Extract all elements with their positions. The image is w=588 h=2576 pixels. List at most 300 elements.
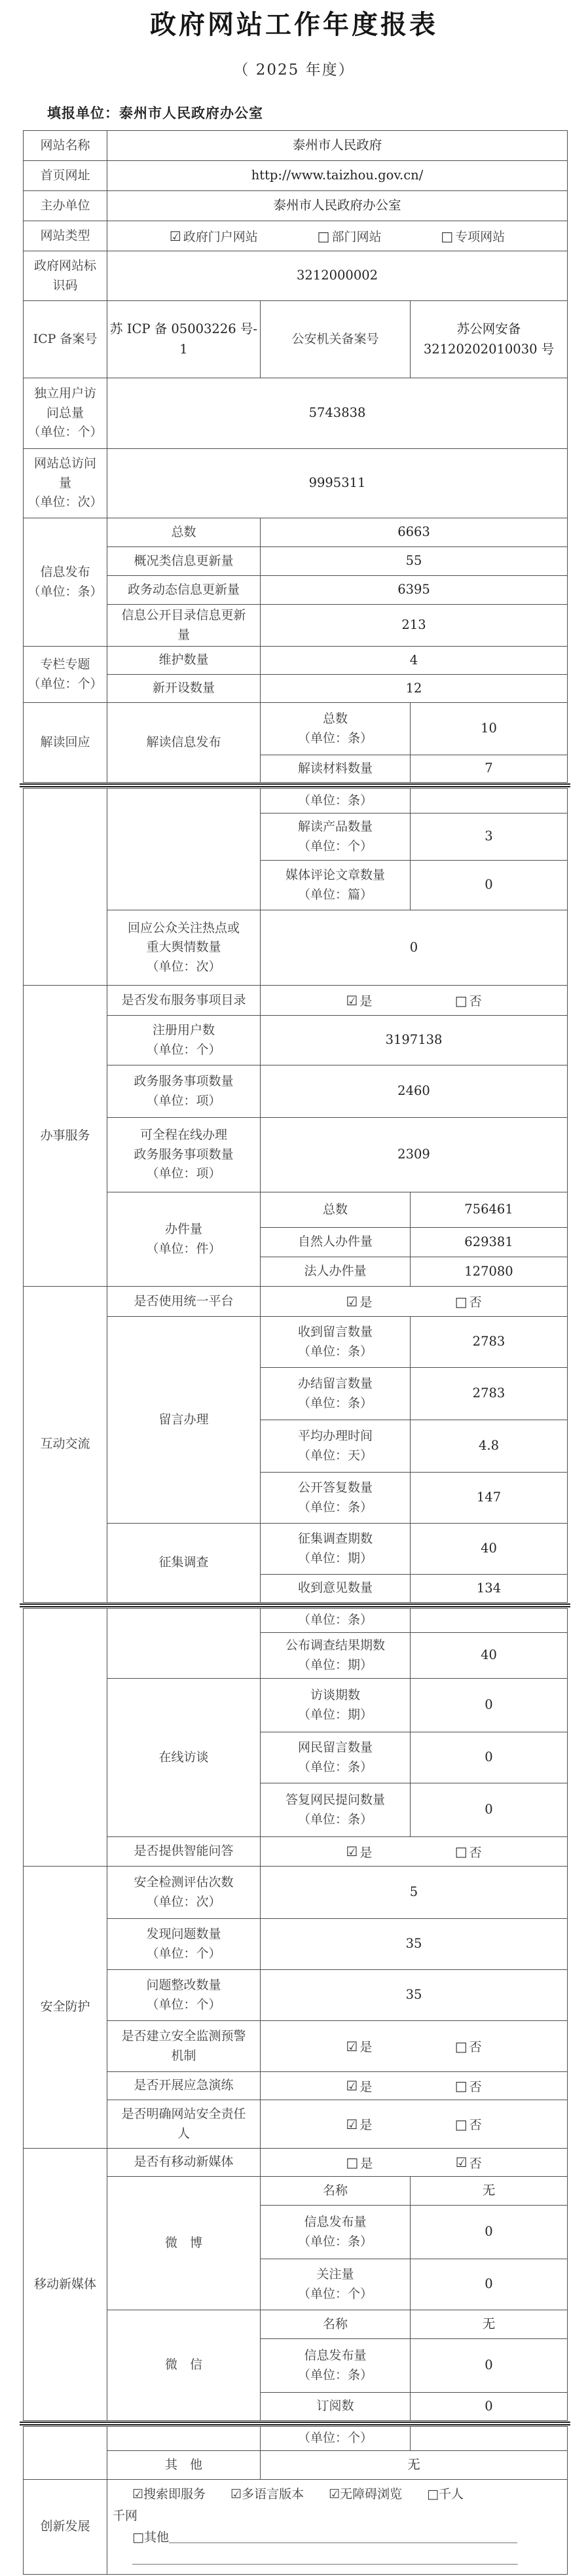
cell-value-line: 127080 <box>464 1263 513 1279</box>
service-catalog-options <box>261 986 568 1016</box>
cell-label-line: （单位：篇） <box>297 887 373 902</box>
cell-value-line: 147 <box>476 1490 502 1505</box>
option-item <box>455 992 482 1009</box>
cell-label-line: （单位：条） <box>297 793 373 808</box>
problems-fixed-value <box>261 1970 568 2021</box>
cell-label-line: 办结留言数量 <box>297 1376 373 1391</box>
wechat-posts-label <box>261 2339 411 2393</box>
cell-label-line: （单位：个） <box>28 676 103 691</box>
options-group <box>263 2154 564 2172</box>
checkbox-unchecked-icon: □ <box>346 2155 359 2170</box>
disclosure-dir-update-label <box>107 605 261 647</box>
page-break-line <box>20 783 570 787</box>
cell-label-line: （单位：条） <box>297 1613 373 1628</box>
cell-value-line: 2783 <box>472 1334 505 1350</box>
interpret-response-section-label <box>24 703 107 783</box>
cell-label-line: 是否建立安全监测预警 <box>121 2029 246 2044</box>
interpret-publish-cont <box>107 789 261 910</box>
hot-response-value <box>261 910 568 986</box>
info-total-value <box>261 518 568 547</box>
cell-label-line: 信息发布量 <box>304 2348 367 2363</box>
natural-person-cases-label <box>261 1228 411 1257</box>
cell-value-line: 无 <box>482 2316 496 2332</box>
hot-response-label <box>107 910 261 986</box>
registered-users-label <box>107 1016 261 1065</box>
cell-value-line: 0 <box>485 2357 493 2373</box>
netizen-messages-label <box>261 1732 411 1783</box>
option-item <box>455 2077 482 2095</box>
cell-label-line: 征集调查 <box>158 1555 209 1570</box>
cell-label-line: 量 <box>58 475 71 490</box>
options-group <box>263 2077 564 2095</box>
site-name-value <box>107 131 568 161</box>
police-filing-label <box>261 301 411 378</box>
security-officer-options <box>261 2100 568 2149</box>
service-items-label <box>107 1065 261 1118</box>
cell-label-line: 公开答复数量 <box>297 1480 373 1495</box>
wechat-name-value <box>411 2310 568 2339</box>
service-items-value <box>261 1065 568 1118</box>
public-replies-value <box>411 1473 568 1524</box>
cell-label-line: 新开设数量 <box>152 681 215 696</box>
wechat-cont <box>107 2427 261 2451</box>
cell-value-line: 3197138 <box>385 1032 443 1048</box>
wechat-subscribers-value <box>411 2393 568 2421</box>
cell-label-line: （单位：个） <box>146 1042 221 1057</box>
cell-value-line: 0 <box>485 1697 493 1713</box>
cell-value-line: 10 <box>481 721 497 736</box>
table-row <box>24 161 568 191</box>
blank-value <box>411 2427 568 2451</box>
cell-value-line: 无 <box>407 2457 420 2473</box>
cell-label-line: 量 <box>177 627 190 642</box>
option-label: 否 <box>469 1295 482 1310</box>
cell-label-line: 网站总访问 <box>33 456 96 471</box>
option-item <box>441 227 505 245</box>
cell-label-line: （单位：条） <box>297 730 373 745</box>
cell-label-line: 平均办理时间 <box>297 1429 373 1444</box>
weibo-name-label <box>261 2177 411 2206</box>
cell-value-line: 40 <box>481 1541 497 1556</box>
interpret-total-label <box>261 703 411 755</box>
cell-label-line: 收到意见数量 <box>297 1581 373 1596</box>
cell-label-line: 是否使用统一平台 <box>134 1293 234 1308</box>
cell-label-line: 安全防护 <box>40 1999 90 2014</box>
table-row <box>24 1867 568 1919</box>
table-row <box>24 2427 568 2451</box>
gov-news-update-value <box>261 576 568 605</box>
cell-label-line: 政务服务事项数量 <box>134 1147 234 1162</box>
legal-person-cases-value <box>411 1257 568 1287</box>
survey-section-label <box>107 1524 261 1603</box>
icp-value <box>107 301 261 378</box>
cell-label-line: 征集调查期数 <box>297 1531 373 1547</box>
cell-label-line: 关注量 <box>316 2267 354 2282</box>
report-table-page-1 <box>23 130 568 783</box>
filing-unit: 填报单位：泰州市人民政府办公室 <box>47 105 263 121</box>
weibo-label <box>107 2177 261 2310</box>
cell-label-line: 收到留言数量 <box>297 1325 373 1340</box>
new-opened-count-value <box>261 675 568 703</box>
cell-label-line: （单位：个） <box>28 425 103 440</box>
case-volume-label <box>107 1192 261 1287</box>
cell-label-line: 是否明确网站安全责任 <box>121 2107 246 2122</box>
cell-label-line: 是否开展应急演练 <box>134 2078 234 2093</box>
cell-label-line: 总数 <box>322 711 348 726</box>
netizen-messages-value <box>411 1732 568 1783</box>
case-total-label <box>261 1192 411 1228</box>
police-filing-value <box>411 301 568 378</box>
cell-label-line: （单位：期） <box>297 1657 373 1672</box>
cell-label-line: 访谈期数 <box>310 1688 360 1703</box>
smart-qa-options <box>261 1837 568 1867</box>
cell-value-line: 5743838 <box>308 405 366 421</box>
options-group <box>263 2037 564 2055</box>
cell-label-line: 在线访谈 <box>158 1749 209 1764</box>
cell-label-line: 信息公开目录信息更新 <box>121 608 246 623</box>
option-label: 是 <box>359 2040 373 2054</box>
table-row <box>24 378 568 449</box>
cell-label-line: 微 博 <box>164 2235 202 2250</box>
cell-value-line: 泰州市人民政府办公室 <box>273 198 401 213</box>
interaction-section-cont <box>24 1609 107 1867</box>
report-table-page-4 <box>23 2426 568 2575</box>
cell-label-line: 互动交流 <box>40 1437 90 1452</box>
other-media-value <box>261 2451 568 2480</box>
cell-value-line: 756461 <box>464 1202 513 1217</box>
cell-value-line: 6663 <box>397 524 430 540</box>
netizen-replies-value <box>411 1783 568 1837</box>
options-group <box>263 1293 564 1310</box>
opinions-received-label <box>261 1575 411 1603</box>
cell-label-line: 是否发布服务事项目录 <box>121 992 246 1007</box>
options-group <box>263 2115 564 2133</box>
cell-value-line: 2460 <box>397 1083 430 1099</box>
option-item <box>455 1843 482 1861</box>
interpret-total-value <box>411 703 568 755</box>
table-row <box>24 301 568 378</box>
unified-platform-label <box>107 1287 261 1317</box>
problems-found-value <box>261 1919 568 1970</box>
innovation-section-label <box>24 2480 107 2575</box>
cell-label-line: 注册用户数 <box>152 1023 215 1038</box>
table-row <box>24 986 568 1016</box>
cell-label-line: （单位：条） <box>28 584 103 599</box>
cell-value-line: 629381 <box>464 1234 513 1249</box>
unique-visitors-label <box>24 378 107 449</box>
option-item <box>456 2154 482 2172</box>
cell-label-line: （单位：条） <box>297 1759 373 1774</box>
mobile-media-section-cont <box>24 2427 107 2480</box>
option-item <box>170 227 258 245</box>
online-service-items-label <box>107 1118 261 1192</box>
opinions-received-value <box>411 1575 568 1603</box>
blank-value <box>411 1609 568 1633</box>
page-break-line <box>20 1603 570 1607</box>
site-id-label <box>24 251 107 301</box>
site-type-options <box>107 221 568 251</box>
security-assessments-label <box>107 1867 261 1919</box>
cell-label-line: 识码 <box>52 277 78 293</box>
cell-value-line: 0 <box>485 1749 493 1765</box>
cell-label-line: 解读回应 <box>40 734 90 749</box>
cell-label-line: 网民留言数量 <box>297 1740 373 1755</box>
cell-label-line: 政务动态信息更新量 <box>127 582 240 597</box>
smart-qa-label <box>107 1837 261 1867</box>
cell-value-line: 35 <box>405 1936 422 1952</box>
cell-label-line: 发现问题数量 <box>146 1927 221 1942</box>
messages-received-value <box>411 1317 568 1368</box>
interpret-product-label <box>261 814 411 861</box>
security-section-label <box>24 1867 107 2149</box>
cell-label-line: 办事服务 <box>40 1128 90 1143</box>
cell-label-line: 公安机关备案号 <box>291 331 379 346</box>
overview-update-value <box>261 547 568 576</box>
cell-label-line: 政务服务事项数量 <box>134 1074 234 1089</box>
site-name-label <box>24 131 107 161</box>
problems-fixed-label <box>107 1970 261 2021</box>
wechat-name-label <box>261 2310 411 2339</box>
site-id-value <box>107 251 568 301</box>
checkbox-unchecked-icon: □ <box>454 2116 468 2132</box>
checkbox-unchecked-icon: □ <box>454 2038 468 2054</box>
media-comment-value <box>411 861 568 910</box>
survey-periods-value <box>411 1524 568 1575</box>
interpret-product-value <box>411 814 568 861</box>
gov-news-update-label <box>107 576 261 605</box>
cell-label-line: （单位：天） <box>297 1448 373 1463</box>
cell-label-line: 名称 <box>322 2183 348 2198</box>
cell-label-line: （单位：期） <box>297 1707 373 1722</box>
table-row <box>24 1287 568 1317</box>
option-label: 是 <box>359 994 373 1009</box>
cell-label-line: （单位：条） <box>297 2234 373 2249</box>
checkbox-checked-icon: ☑ <box>346 2078 358 2094</box>
opinions-received-unit-label <box>261 1609 411 1633</box>
cell-value-line: 5 <box>409 1884 418 1900</box>
homepage-url-label <box>24 161 107 191</box>
report-tables <box>20 130 570 2575</box>
option-item <box>346 1843 372 1861</box>
table-row <box>24 2480 568 2575</box>
option-item <box>346 2077 372 2095</box>
checkbox-checked-icon: ☑ <box>169 228 181 244</box>
cell-label-line: （单位：件） <box>146 1241 221 1256</box>
total-visits-value <box>107 449 568 518</box>
cell-value-line: 0 <box>485 2398 493 2414</box>
options-group <box>263 1843 564 1861</box>
report-year: （ 2025 年度） <box>233 62 355 79</box>
cell-label-line: 人 <box>177 2126 190 2141</box>
cell-value-line: 7 <box>485 760 493 776</box>
wechat-subscribers-label <box>261 2393 411 2421</box>
cell-label-line: 信息发布 <box>40 565 90 580</box>
option-item <box>346 992 372 1009</box>
cell-value-line: 2309 <box>397 1147 430 1162</box>
checkbox-checked-icon: ☑ <box>346 1293 358 1310</box>
interview-periods-label <box>261 1679 411 1732</box>
site-type-label <box>24 221 107 251</box>
options-group <box>110 227 564 245</box>
table-row <box>24 221 568 251</box>
block-line: □其他＿＿＿＿＿＿＿＿＿＿＿＿＿＿＿＿＿＿＿＿＿＿＿＿＿＿＿＿ <box>132 2530 517 2545</box>
cell-label-line: 总数 <box>322 1202 348 1217</box>
page-title: 政府网站工作年度报表 <box>150 9 438 40</box>
checkbox-unchecked-icon: □ <box>454 1293 468 1310</box>
cell-label-line: 独立用户访 <box>33 386 96 401</box>
cell-label-line: 回应公众关注热点或 <box>127 920 240 935</box>
interpret-material-unit-label <box>261 789 411 814</box>
survey-section-cont <box>107 1609 261 1679</box>
messages-resolved-value <box>411 1368 568 1420</box>
option-item <box>455 2037 482 2055</box>
cell-label-line: 问题整改数量 <box>146 1978 221 1993</box>
cell-label-line: 媒体评论文章数量 <box>285 868 385 883</box>
cell-label-line: 微 信 <box>164 2357 202 2372</box>
cell-label-line: （单位：条） <box>297 1812 373 1827</box>
table-row <box>24 1609 568 1633</box>
cell-label-line: 其 他 <box>164 2457 202 2472</box>
table-row <box>24 647 568 675</box>
checkbox-unchecked-icon: □ <box>454 992 468 1009</box>
option-item <box>318 227 382 245</box>
weibo-followers-label <box>261 2259 411 2310</box>
cell-label-line: （单位：个） <box>297 2431 373 2446</box>
cell-label-line: 网站类型 <box>40 228 90 243</box>
online-service-items-value <box>261 1118 568 1192</box>
cell-label-line: （单位：个） <box>146 1997 221 2012</box>
option-item <box>346 2115 372 2133</box>
cell-value-line: 0 <box>409 939 418 955</box>
cell-label-line: 答复网民提问数量 <box>285 1793 385 1808</box>
cell-label-line: （单位：项） <box>146 1093 221 1108</box>
cell-value-line: 无 <box>482 2183 496 2198</box>
natural-person-cases-value <box>411 1228 568 1257</box>
cell-label-line: 主办单位 <box>40 198 90 213</box>
has-mobile-media-options <box>261 2149 568 2177</box>
block-line: ☑搜索即服务 ☑多语言版本 ☑无障碍浏览 □千人 <box>132 2487 464 2501</box>
cell-value-line: 3 <box>485 829 493 844</box>
monitor-warning-label <box>107 2021 261 2072</box>
case-total-value <box>411 1192 568 1228</box>
option-label: 否 <box>469 2156 482 2171</box>
option-item <box>346 1293 372 1310</box>
checkbox-unchecked-icon: □ <box>441 228 454 244</box>
option-label: 否 <box>469 2040 482 2054</box>
table-row <box>24 251 568 301</box>
survey-results-label <box>261 1633 411 1679</box>
emergency-drill-label <box>107 2072 261 2100</box>
cell-label-line: 移动新媒体 <box>33 2276 96 2291</box>
new-opened-count-label <box>107 675 261 703</box>
cell-value-line: 0 <box>485 877 493 893</box>
unique-visitors-value <box>107 378 568 449</box>
cell-label-line: 解读产品数量 <box>297 819 373 834</box>
disclosure-dir-update-value <box>261 605 568 647</box>
netizen-replies-label <box>261 1783 411 1837</box>
cell-label-line: （单位：条） <box>297 1499 373 1514</box>
option-label: 是 <box>359 2118 373 2132</box>
cell-label-line: 是否有移动新媒体 <box>134 2155 234 2170</box>
report-table-page-2 <box>23 788 568 1603</box>
wechat-subscribers-unit-label <box>261 2427 411 2451</box>
cell-label-line: （单位：个） <box>297 838 373 853</box>
survey-periods-label <box>261 1524 411 1575</box>
security-officer-label <box>107 2100 261 2149</box>
weibo-posts-label <box>261 2206 411 2259</box>
cell-value-line: 苏 ICP 备 05003226 号-1 <box>110 321 257 357</box>
cell-value-line: 2783 <box>472 1386 505 1401</box>
cell-label-line: 维护数量 <box>158 653 209 668</box>
total-visits-label <box>24 449 107 518</box>
option-item <box>346 2037 372 2055</box>
interaction-section-label <box>24 1287 107 1603</box>
cell-value-line: 32120202010030 号 <box>423 341 555 357</box>
emergency-drill-options <box>261 2072 568 2100</box>
option-label: 否 <box>469 2079 482 2094</box>
avg-handling-time-label <box>261 1420 411 1473</box>
checkbox-checked-icon: ☑ <box>346 1844 358 1859</box>
cell-label-line: 解读信息发布 <box>146 734 221 749</box>
interpret-response-section-cont <box>24 789 107 986</box>
checkbox-checked-icon: ☑ <box>455 2155 468 2170</box>
icp-label <box>24 301 107 378</box>
cell-value-line: 0 <box>485 1802 493 1817</box>
blank-value <box>411 789 568 814</box>
cell-label-line: 办件量 <box>164 1222 202 1237</box>
overview-update-label <box>107 547 261 576</box>
cell-value-line: 55 <box>405 553 422 569</box>
online-interview-label <box>107 1679 261 1837</box>
table-row <box>24 449 568 518</box>
registered-users-value <box>261 1016 568 1065</box>
cell-value-line: 35 <box>405 1987 422 2003</box>
cell-value-line: 泰州市人民政府 <box>292 137 382 153</box>
cell-label-line: 公布调查结果期数 <box>285 1638 385 1653</box>
has-mobile-media-label <box>107 2149 261 2177</box>
interpret-material-value <box>411 755 568 783</box>
cell-value-line: 4 <box>409 652 418 668</box>
cell-value-line: 4.8 <box>478 1438 499 1454</box>
option-label: 政府门户网站 <box>183 230 258 244</box>
info-total-label <box>107 518 261 547</box>
mobile-media-section-label <box>24 2149 107 2421</box>
block-line: ＿＿＿＿＿＿＿＿＿＿＿＿＿＿＿＿＿＿＿＿＿＿＿＿＿＿＿＿＿＿＿ <box>132 2552 519 2566</box>
cell-label-line: 解读材料数量 <box>297 760 373 776</box>
maintained-count-value <box>261 647 568 675</box>
table-row <box>24 2149 568 2177</box>
cell-label-line: 法人办件量 <box>304 1264 367 1279</box>
interview-periods-value <box>411 1679 568 1732</box>
table-row <box>24 789 568 814</box>
cell-label-line: 留言办理 <box>158 1412 209 1427</box>
cell-value-line: 0 <box>485 2224 493 2240</box>
message-handling-label <box>107 1317 261 1524</box>
cell-value-line: 0 <box>485 2276 493 2292</box>
checkbox-checked-icon: ☑ <box>346 2116 358 2132</box>
cell-label-line: （单位：个） <box>146 1946 221 1961</box>
cell-label-line: 机制 <box>171 2048 196 2063</box>
service-catalog-label <box>107 986 261 1016</box>
option-label: 是 <box>359 1845 373 1860</box>
host-unit-value <box>107 191 568 221</box>
option-label: 否 <box>469 994 482 1009</box>
checkbox-checked-icon: ☑ <box>346 2038 358 2054</box>
cell-label-line: 安全检测评估次数 <box>134 1875 234 1890</box>
cell-label-line: 网站名称 <box>40 137 90 152</box>
security-assessments-value <box>261 1867 568 1919</box>
option-item <box>455 1293 482 1310</box>
